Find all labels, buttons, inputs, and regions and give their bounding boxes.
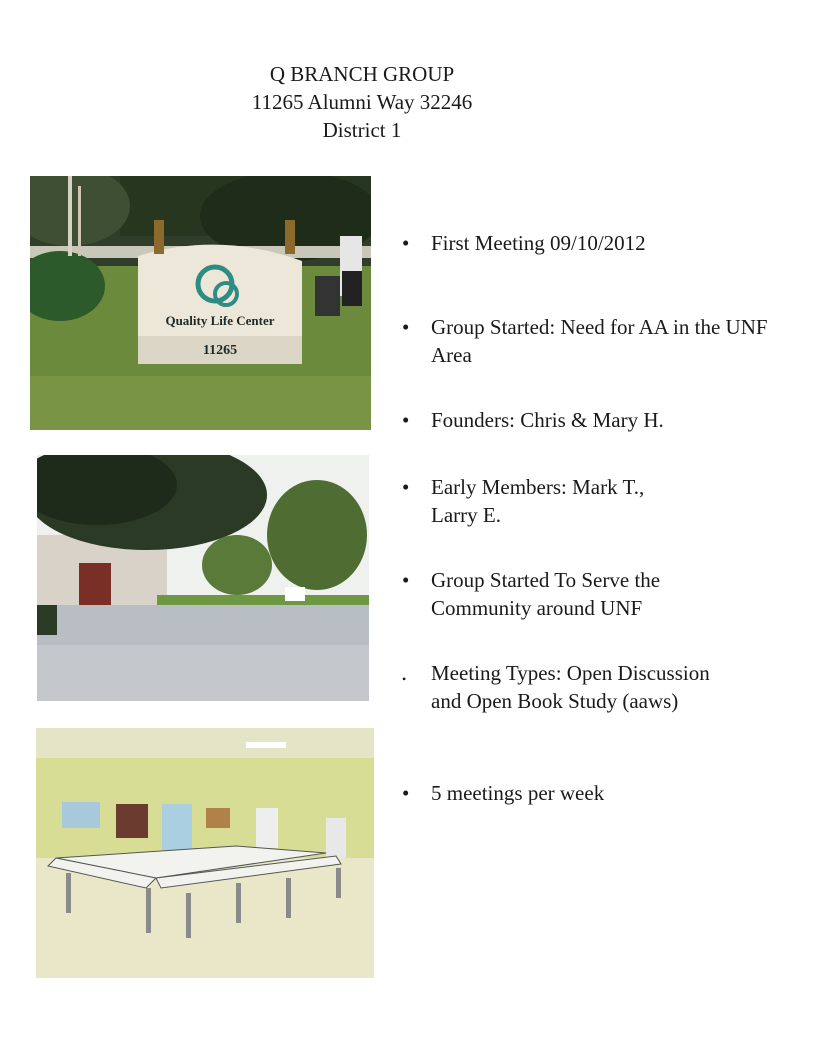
group-title: Q BRANCH GROUP: [269, 62, 455, 86]
fact-meetings-per-week: 5 meetings per week: [431, 781, 605, 805]
page-header: [180, 60, 544, 144]
bullet-symbol: •: [402, 231, 410, 255]
fact-group-started: Group Started: Need for AA in the UNF Area: [431, 315, 768, 367]
bullet-symbol: •: [402, 781, 410, 805]
fact-early-members: Early Members: Mark T., Larry E.: [431, 475, 645, 527]
bullet-symbol: •: [402, 408, 410, 432]
bullet-symbol: •: [402, 672, 407, 686]
meeting-room-photo: [36, 728, 374, 978]
fact-first-meeting: First Meeting 09/10/2012: [431, 231, 646, 255]
building-photo: [37, 455, 369, 701]
sign-name: Quality Life Center: [165, 313, 275, 328]
bullet-symbol: •: [402, 315, 410, 339]
group-district: District 1: [322, 118, 402, 142]
fact-serve-community: Group Started To Serve the Community around UNF: [431, 568, 661, 620]
group-address: 11265 Alumni Way 32246: [251, 90, 473, 114]
fact-founders: Founders: Chris & Mary H.: [431, 408, 664, 432]
sign-number: 11265: [202, 343, 238, 358]
bullet-symbol: •: [402, 475, 410, 499]
bullet-symbol: •: [402, 568, 410, 592]
fact-meeting-types: Meeting Types: Open Discussion and Open Book Study (aaws): [431, 661, 710, 713]
sign-photo: [30, 176, 371, 430]
